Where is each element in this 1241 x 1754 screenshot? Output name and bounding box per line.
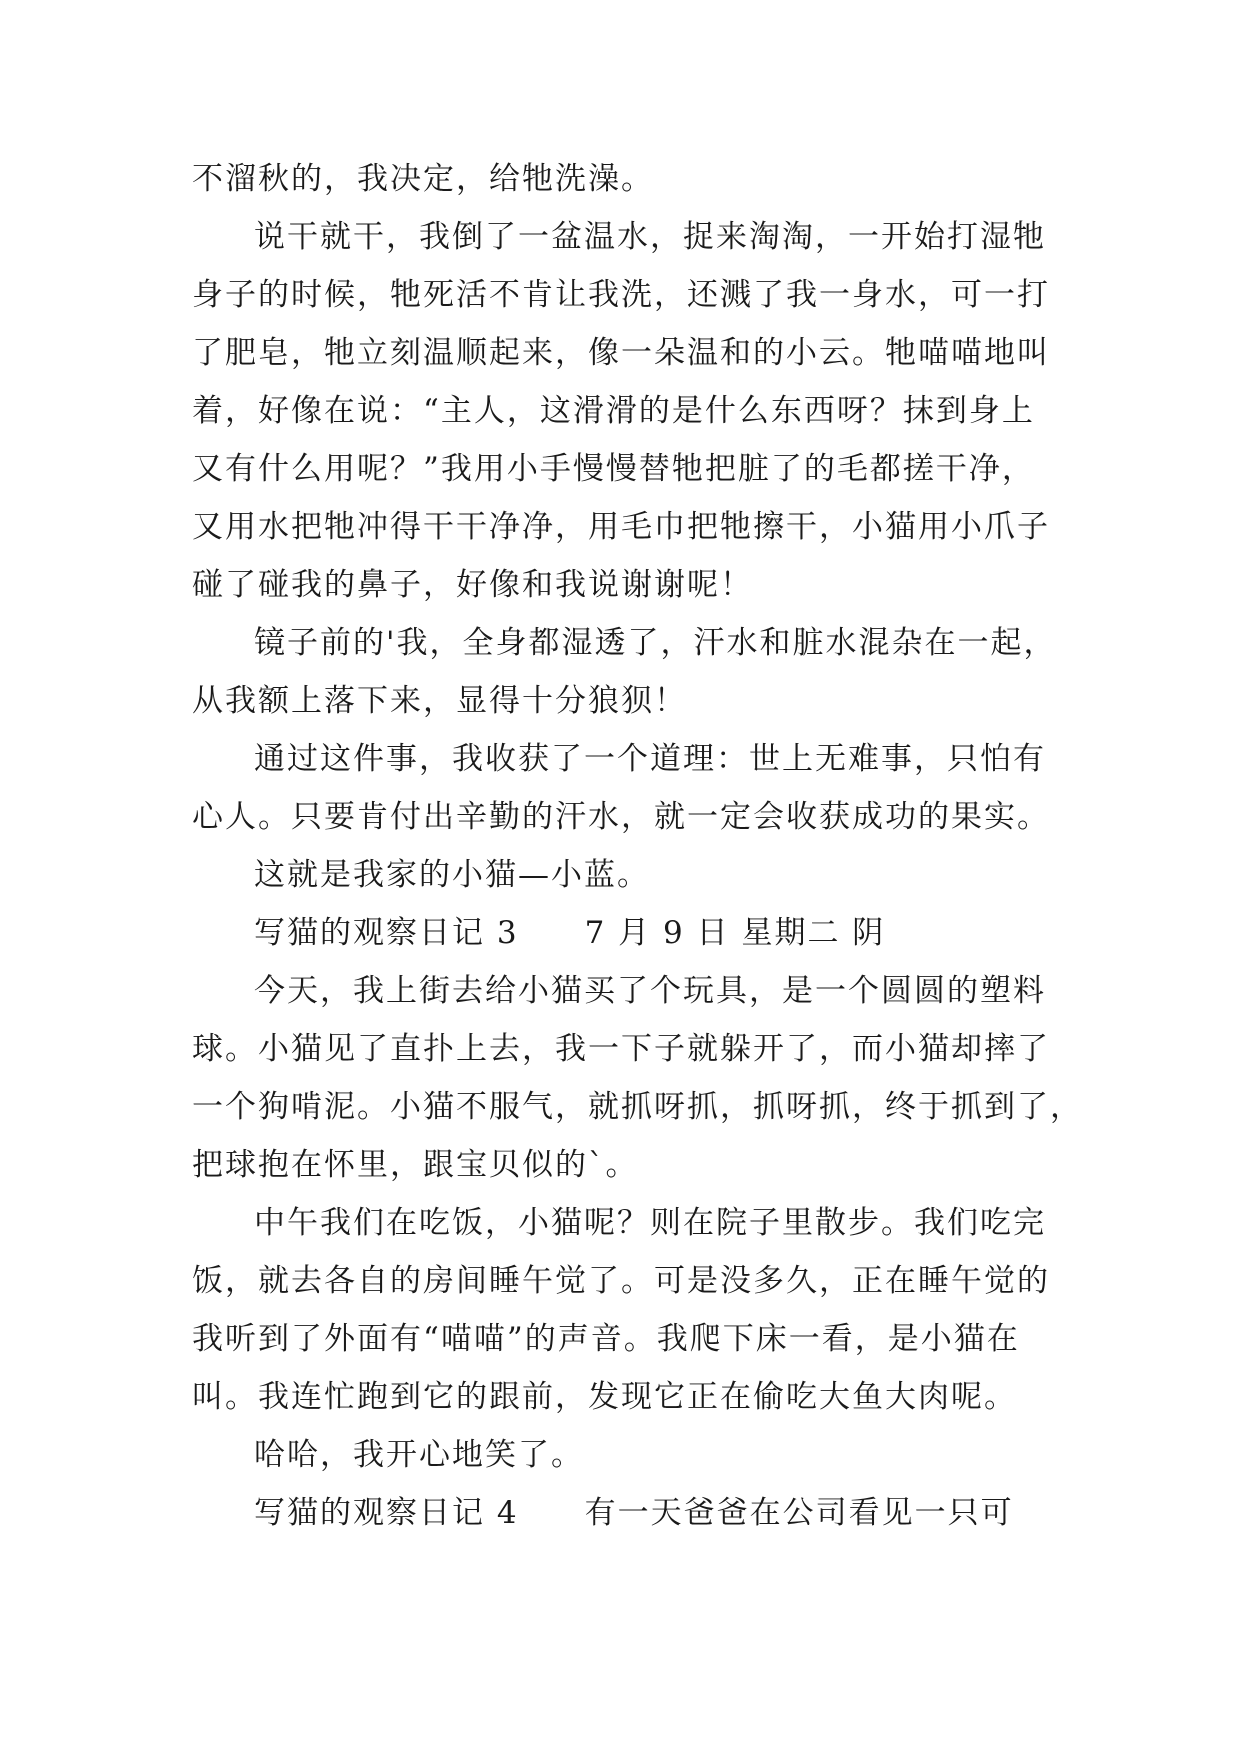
text-line: 镜子前的'我，全身都湿透了，汗水和脏水混杂在一起， xyxy=(254,625,1057,661)
text-line: 不溜秋的，我决定，给牠洗澡。 xyxy=(192,161,654,197)
text-line: 饭，就去各自的房间睡午觉了。可是没多久，正在睡午觉的 xyxy=(192,1263,1050,1299)
text-line: 我听到了外面有“喵喵”的声音。我爬下床一看，是小猫在 xyxy=(192,1321,1020,1357)
text-line: 心人。只要肯付出辛勤的汗水，就一定会收获成功的果实。 xyxy=(192,799,1050,835)
text-line: 写猫的观察日记 4 有一天爸爸在公司看见一只可 xyxy=(254,1495,1014,1531)
text-line: 今天，我上街去给小猫买了个玩具，是一个圆圆的塑料 xyxy=(254,973,1046,1009)
text-line: 说干就干，我倒了一盆温水，捉来淘淘，一开始打湿牠 xyxy=(254,219,1046,255)
text-line: 了肥皂，牠立刻温顺起来，像一朵温和的小云。牠喵喵地叫 xyxy=(192,335,1050,371)
text-line: 碰了碰我的鼻子，好像和我说谢谢呢！ xyxy=(192,567,753,603)
text-line: 从我额上落下来，显得十分狼狈！ xyxy=(192,683,687,719)
text-line: 哈哈，我开心地笑了。 xyxy=(254,1437,584,1473)
text-line: 着，好像在说：“主人，这滑滑的是什么东西呀？抹到身上 xyxy=(192,393,1035,429)
text-line: 又有什么用呢？”我用小手慢慢替牠把脏了的毛都搓干净， xyxy=(192,451,1035,487)
text-line: 身子的时候，牠死活不肯让我洗，还溅了我一身水，可一打 xyxy=(192,277,1050,313)
text-line: 叫。我连忙跑到它的跟前，发现它正在偷吃大鱼大肉呢。 xyxy=(192,1379,1017,1415)
text-line: 一个狗啃泥。小猫不服气，就抓呀抓，抓呀抓，终于抓到了， xyxy=(192,1089,1083,1125)
text-line: 把球抱在怀里，跟宝贝似的`。 xyxy=(192,1147,639,1183)
text-line: 中午我们在吃饭，小猫呢？则在院子里散步。我们吃完 xyxy=(254,1205,1046,1241)
text-line: 这就是我家的小猫—小蓝。 xyxy=(254,857,650,893)
text-line: 写猫的观察日记 3 7 月 9 日 星期二 阴 xyxy=(254,915,886,951)
document-body xyxy=(192,150,1083,1542)
text-line: 又用水把牠冲得干干净净，用毛巾把牠擦干，小猫用小爪子 xyxy=(192,509,1050,545)
text-line: 通过这件事，我收获了一个道理：世上无难事，只怕有 xyxy=(254,741,1046,777)
text-line: 球。小猫见了直扑上去，我一下子就躲开了，而小猫却摔了 xyxy=(192,1031,1050,1067)
